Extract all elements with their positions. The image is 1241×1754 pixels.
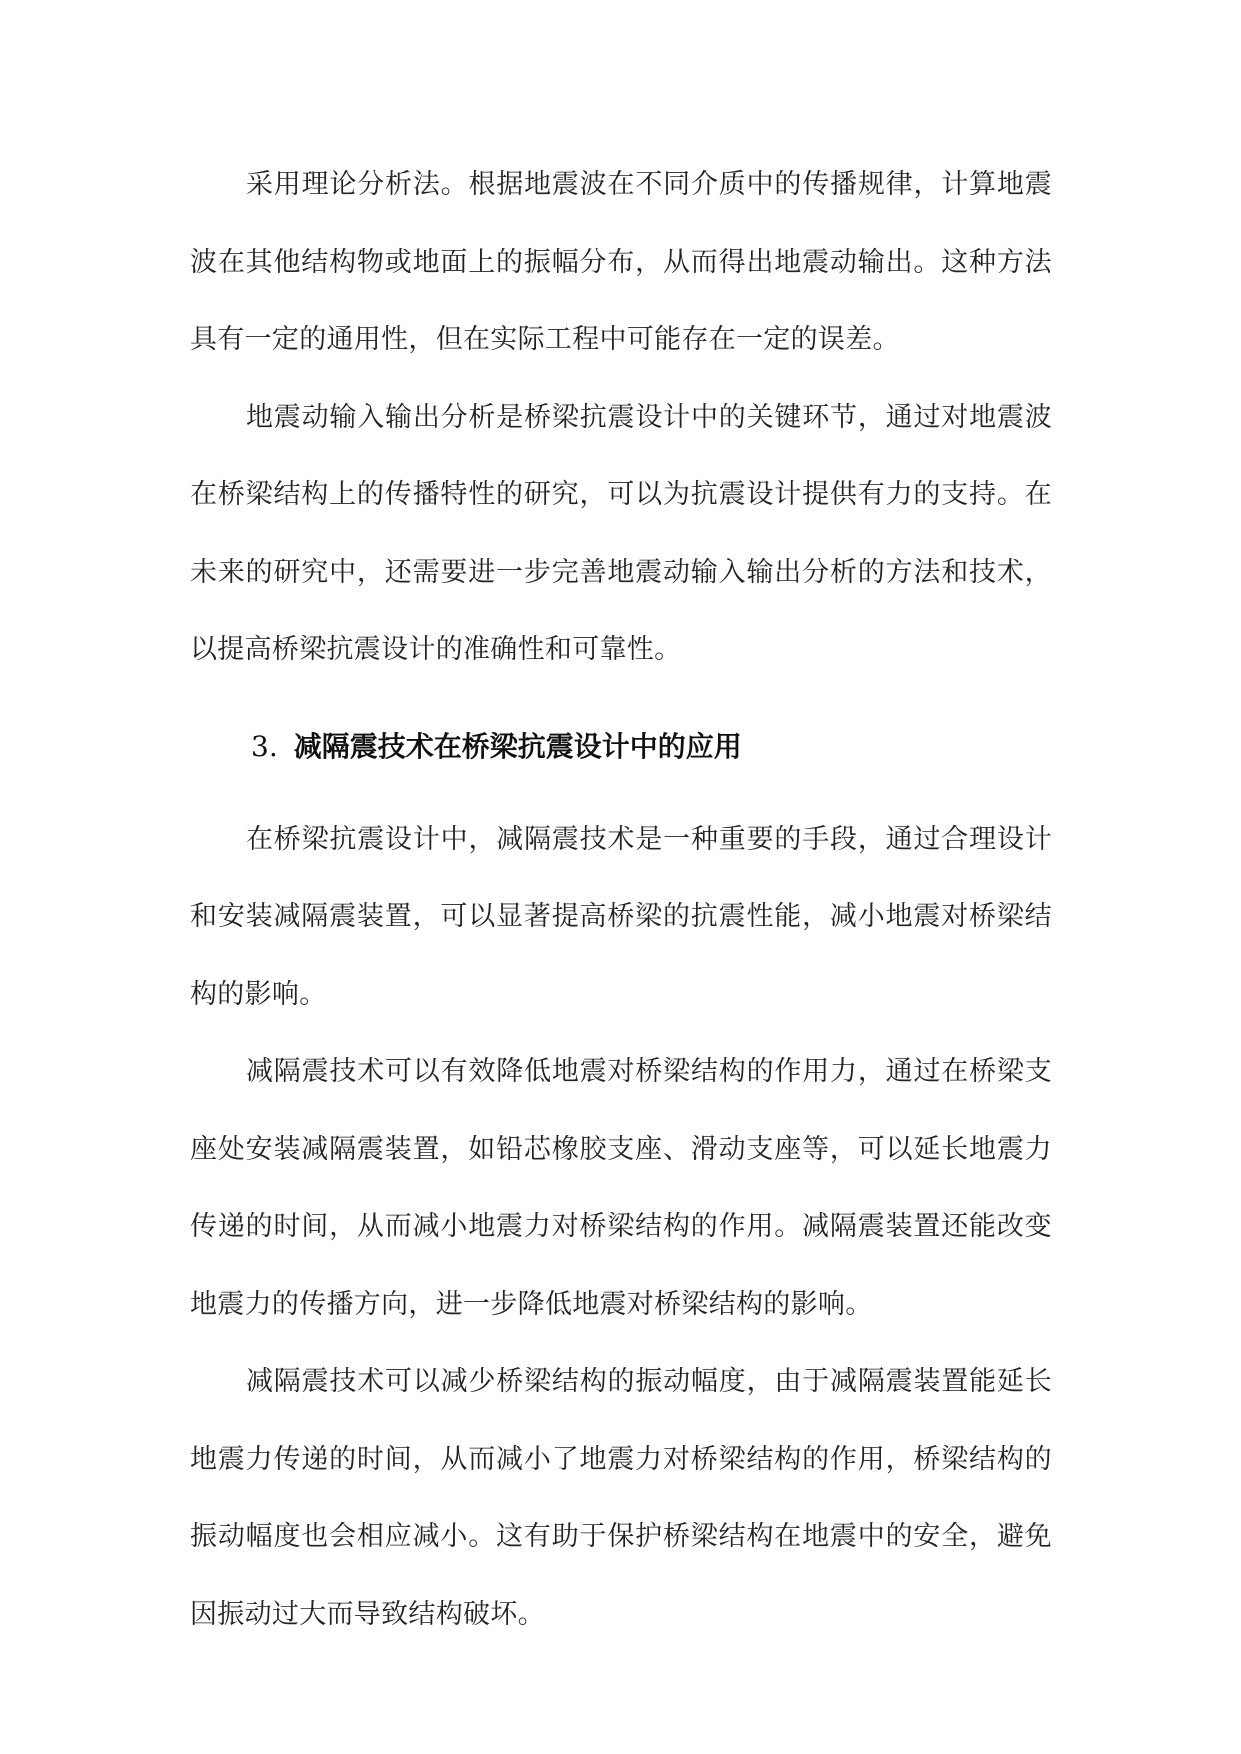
paragraph-isolation-intro: 在桥梁抗震设计中，减隔震技术是一种重要的手段，通过合理设计和安装减隔震装置，可以显著提高桥梁的抗震性能，减小地震对桥梁结构的影响。 (190, 823, 1052, 1010)
section-heading (190, 727, 1052, 767)
paragraph-isolation-vibration-reduction: 减隔震技术可以减少桥梁结构的振动幅度，由于减隔震装置能延长地震力传递的时间，从而减小了地震力对桥梁结构的作用，桥梁结构的振动幅度也会相应减小。这有助于保护桥梁结构在地震中的安全，避免因振动过大而导致结构破坏。 (190, 1366, 1052, 1630)
section-title: 减隔震技术在桥梁抗震设计中的应用 (293, 729, 742, 763)
paragraph-io-analysis-summary: 地震动输入输出分析是桥梁抗震设计中的关键环节，通过对地震波在桥梁结构上的传播特性的研究，可以为抗震设计提供有力的支持。在未来的研究中，还需要进一步完善地震动输入输出分析的方法和技术，以提高桥梁抗震设计的准确性和可靠性。 (190, 401, 1052, 665)
document-body (190, 146, 1052, 1653)
paragraph-theoretical-method: 采用理论分析法。根据地震波在不同介质中的传播规律，计算地震波在其他结构物或地面上的振幅分布，从而得出地震动输出。这种方法具有一定的通用性，但在实际工程中可能存在一定的误差。 (190, 169, 1052, 355)
paragraph-isolation-force-reduction: 减隔震技术可以有效降低地震对桥梁结构的作用力，通过在桥梁支座处安装减隔震装置，如铅芯橡胶支座、滑动支座等，可以延长地震力传递的时间，从而减小地震力对桥梁结构的作用。减隔震装置还能改变地震力的传播方向，进一步降低地震对桥梁结构的影响。 (190, 1056, 1052, 1320)
section-number: 3. (251, 729, 278, 763)
